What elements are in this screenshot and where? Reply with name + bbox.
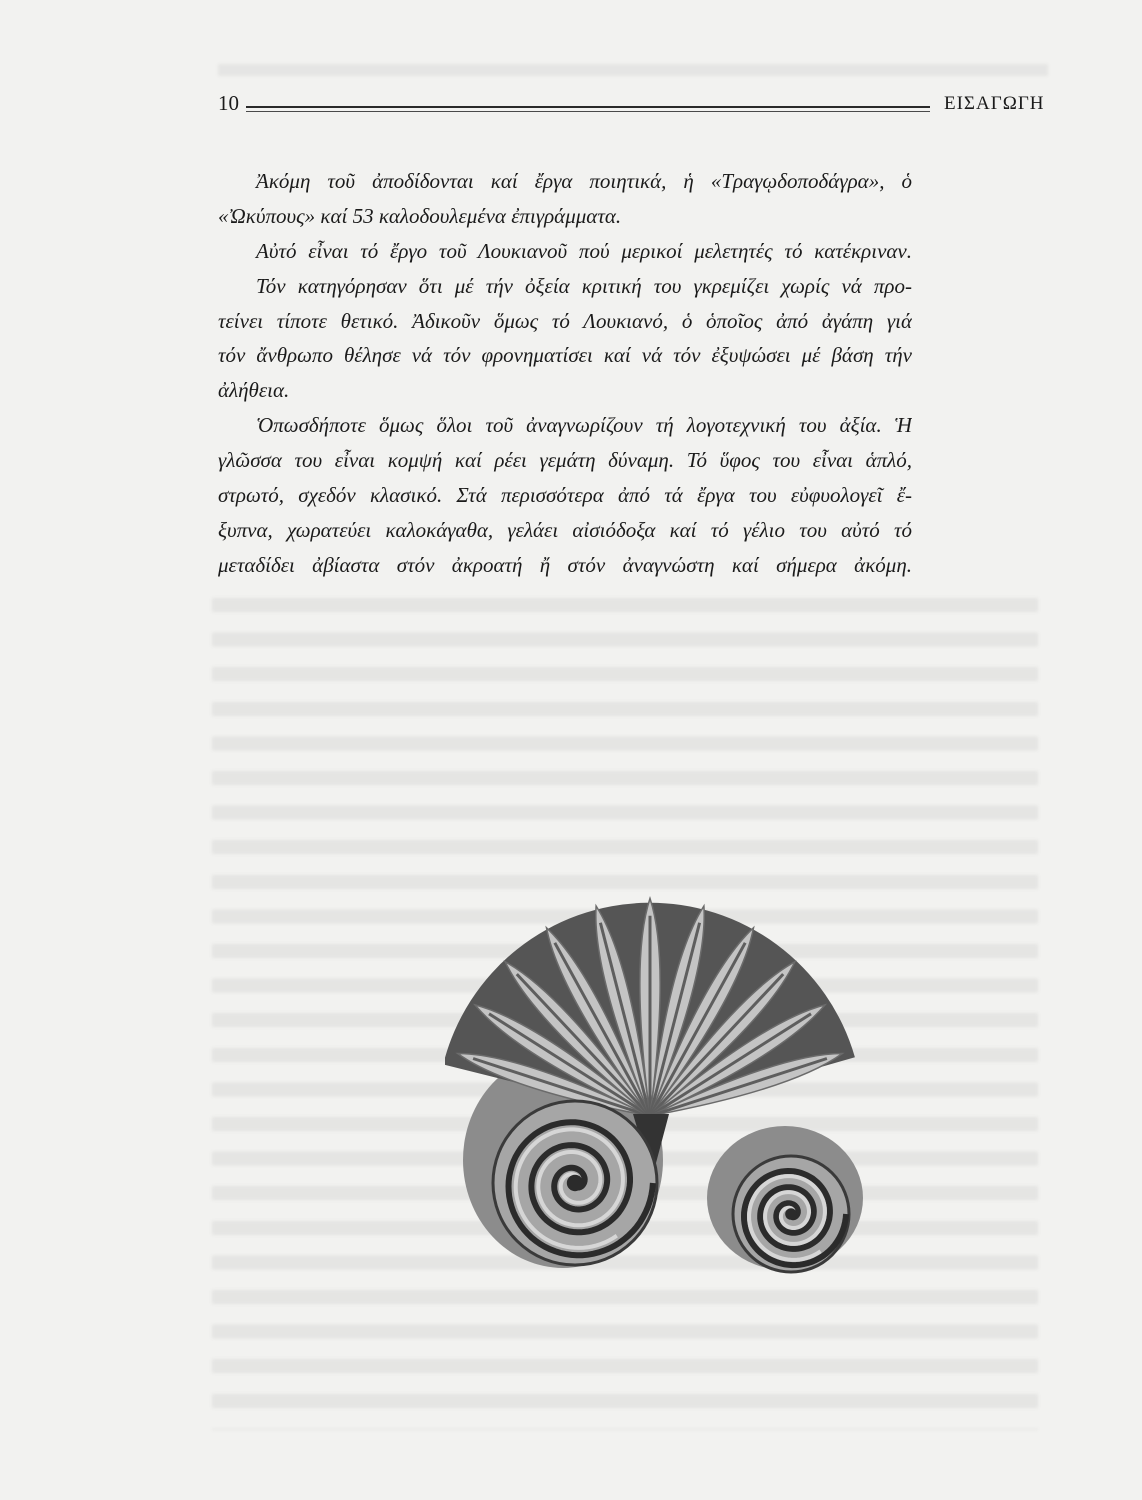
text-line: στρωτό, σχεδόν κλασικό. Στά περισσότερα ἀπό τά ἔργα του εὐφυολογεῖ ἔ- xyxy=(218,483,912,508)
body-text xyxy=(218,164,912,583)
page-number: 10 xyxy=(218,91,239,115)
text-line: «Ὠκύπους» καί 53 καλοδουλεμένα ἐπιγράμματα. xyxy=(218,203,622,228)
text-line: γλῶσσα του εἶναι κομψή καί ρέει γεμάτη δύναμη. Τό ὕφος του εἶναι ἁπλό, xyxy=(218,448,912,473)
text-line: Ἀκόμη τοῦ ἀποδίδονται καί ἔργα ποιητικά, ἡ «Τραγῳδοποδάγρα», ὁ xyxy=(256,169,912,193)
text-line: τόν ἄνθρωπο θέλησε νά τόν φρονηματίσει καί νά τόν ἐξυψώσει μέ βάση τήν xyxy=(218,343,912,368)
text-line: Αὐτό εἶναι τό ἔργο τοῦ Λουκιανοῦ πού μερικοί μελετητές τό κατέκριναν. xyxy=(256,238,912,263)
volute-eye-left xyxy=(567,1175,583,1191)
ionic-capital-icon xyxy=(445,878,875,1278)
header-rule xyxy=(246,106,930,108)
text-line: μεταδίδει ἀβίαστα στόν ἀκροατή ἤ στόν ἀναγνώστη καί σήμερα ἀκόμη. xyxy=(218,552,912,577)
bleed-through-header-texture xyxy=(218,64,1048,76)
text-line: ἀλήθεια. xyxy=(218,378,290,403)
running-title: ΕΙΣΑΓΩΓΗ xyxy=(944,93,1045,114)
text-line: Ὁπωσδήποτε ὅμως ὅλοι τοῦ ἀναγνωρίζουν τή λογοτεχνική του ἀξία. Ἡ xyxy=(256,413,912,438)
header-rule-thin xyxy=(246,111,930,112)
volutes xyxy=(493,1101,849,1272)
volute-eye-right xyxy=(785,1208,797,1220)
text-line: ξυπνα, χωρατεύει καλοκάγαθα, γελάει αἰσιόδοξα καί τό γέλιο του αὐτό τό xyxy=(218,517,912,542)
text-line: τείνει τίποτε θετικό. Ἀδικοῦν ὅμως τό Λουκιανό, ὁ ὁποῖος ἀπό ἀγάπη γιά xyxy=(218,308,912,333)
text-line: Τόν κατηγόρησαν ὅτι μέ τήν ὀξεία κριτική του γκρεμίζει χωρίς νά προ- xyxy=(256,273,912,298)
